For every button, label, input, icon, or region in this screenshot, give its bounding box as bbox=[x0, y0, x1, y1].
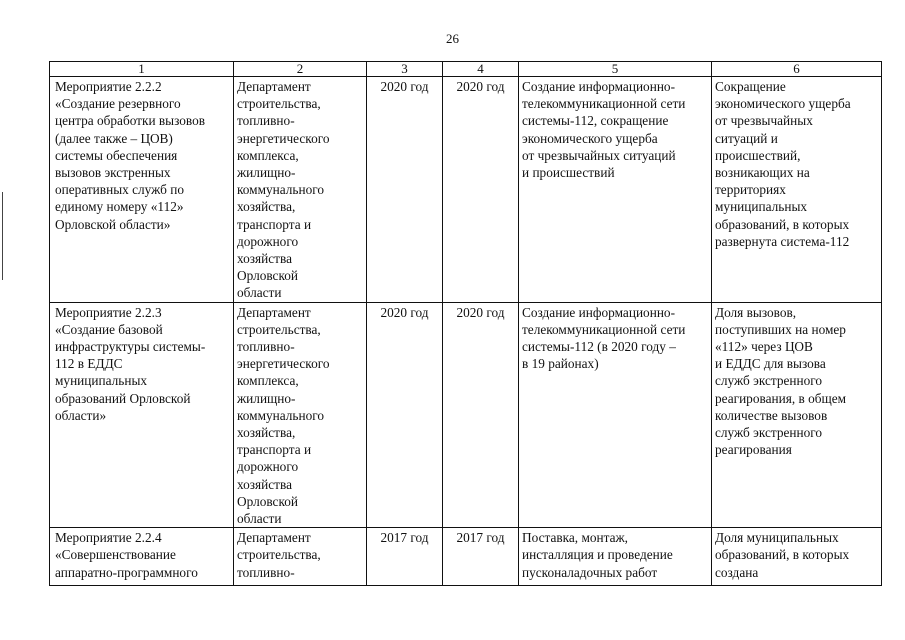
expected-result-cell: Поставка, монтаж, инсталляция и проведение пусконаладочных работ bbox=[519, 528, 712, 586]
executor-cell: Департамент строительства, топливно- энергетического комплекса, жилищно- коммунального хозяйства, транспорта и дорожного хозяйства Орловской области bbox=[234, 77, 367, 303]
expected-result-cell: Создание информационно- телекоммуникационной сети системы-112 (в 2020 году – в 19 районах) bbox=[519, 302, 712, 528]
end-year-cell: 2017 год bbox=[443, 528, 519, 586]
indicator-cell: Доля вызовов, поступивших на номер «112» через ЦОВ и ЕДДС для вызова служб экстренного реагирования, в общем количестве вызовов служб экстренного реагирования bbox=[712, 302, 882, 528]
column-number-4: 4 bbox=[443, 62, 519, 77]
margin-scan-mark bbox=[2, 192, 3, 280]
activities-table bbox=[49, 61, 882, 586]
end-year-cell: 2020 год bbox=[443, 302, 519, 528]
indicator-cell: Сокращение экономического ущерба от чрезвычайных ситуаций и происшествий, возникающих на территориях муниципальных образований, в которых развернута система-112 bbox=[712, 77, 882, 303]
measure-cell: Мероприятие 2.2.3 «Создание базовой инфраструктуры системы- 112 в ЕДДС муниципальных образований Орловской области» bbox=[50, 302, 234, 528]
column-number-2: 2 bbox=[234, 62, 367, 77]
end-year-cell: 2020 год bbox=[443, 77, 519, 303]
table-row bbox=[50, 77, 882, 303]
table-row bbox=[50, 528, 882, 586]
start-year-cell: 2017 год bbox=[367, 528, 443, 586]
start-year-cell: 2020 год bbox=[367, 302, 443, 528]
column-number-1: 1 bbox=[50, 62, 234, 77]
measure-cell: Мероприятие 2.2.2 «Создание резервного центра обработки вызовов (далее также – ЦОВ) системы обеспечения вызовов экстренных оперативных служб по единому номеру «112» Орловской области» bbox=[50, 77, 234, 303]
table-header-row bbox=[50, 62, 882, 77]
measure-cell: Мероприятие 2.2.4 «Совершенствование аппаратно-программного bbox=[50, 528, 234, 586]
start-year-cell: 2020 год bbox=[367, 77, 443, 303]
executor-cell: Департамент строительства, топливно- bbox=[234, 528, 367, 586]
page-number: 26 bbox=[446, 31, 459, 46]
expected-result-cell: Создание информационно- телекоммуникационной сети системы-112, сокращение экономического ущерба от чрезвычайных ситуаций и происшествий bbox=[519, 77, 712, 303]
column-number-3: 3 bbox=[367, 62, 443, 77]
executor-cell: Департамент строительства, топливно- энергетического комплекса, жилищно- коммунального хозяйства, транспорта и дорожного хозяйства Орловской области bbox=[234, 302, 367, 528]
column-number-6: 6 bbox=[712, 62, 882, 77]
indicator-cell: Доля муниципальных образований, в которых создана bbox=[712, 528, 882, 586]
table-row bbox=[50, 302, 882, 528]
column-number-5: 5 bbox=[519, 62, 712, 77]
